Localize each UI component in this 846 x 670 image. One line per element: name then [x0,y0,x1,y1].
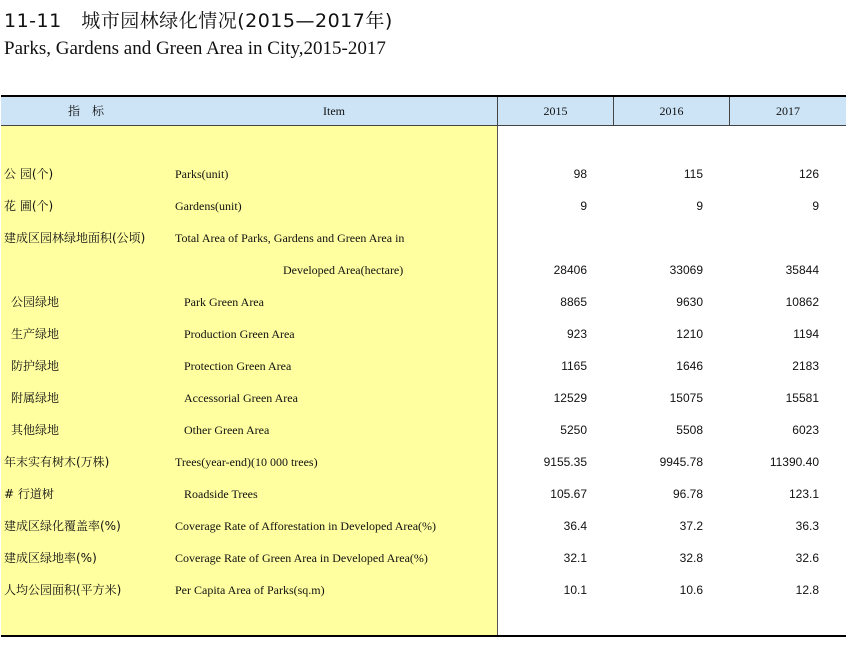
header-year-2015: 2015 [543,104,568,118]
table-row [1,190,846,222]
row-label-english: Other Green Area [184,423,270,437]
value-cell-2016: 10.6 [679,583,703,597]
row-label-chinese: 生产绿地 [11,327,60,341]
value-cell-2017: 10862 [785,295,819,309]
value-cell-2016: 32.8 [679,551,703,565]
value-cell-2017: 123.1 [788,487,819,501]
value-cell-2017: 6023 [792,423,819,437]
value-cell-2015 [497,222,587,254]
header-item: Item [323,104,345,118]
value-cell-2017: 15581 [785,391,819,405]
value-cell-2015: 9155.35 [543,455,587,469]
row-label-chinese: 公 园(个) [4,167,54,181]
value-cell-2015: 8865 [560,295,587,309]
table-row [1,350,846,382]
row-label-english: Developed Area(hectare) [283,263,404,277]
row-label-english: Park Green Area [184,295,264,309]
value-cell-2015: 923 [566,327,587,341]
row-label-english: Gardens(unit) [175,199,242,213]
value-cell-2015: 10.1 [563,583,587,597]
value-cell-2017: 32.6 [795,551,819,565]
table-row [1,414,846,446]
value-cell-2017: 126 [798,167,819,181]
row-label-english: Coverage Rate of Green Area in Developed Area(%) [175,551,428,565]
value-cell-2016: 5508 [676,423,703,437]
value-cell-2015: 105.67 [550,487,587,501]
row-label-english: Total Area of Parks, Gardens and Green Area in [175,231,405,245]
value-cell-2015: 98 [573,167,587,181]
value-cell-2016: 115 [683,167,703,181]
table-row [1,382,846,414]
row-label-english: Roadside Trees [184,487,258,501]
row-label-chinese: 建成区园林绿地面积(公顷) [4,231,146,245]
table-row [1,286,846,318]
row-label-chinese: 建成区绿化覆盖率(%) [4,519,121,533]
row-label-chinese: 建成区绿地率(%) [4,551,97,565]
row-label-english: Coverage Rate of Afforestation in Developed Area(%) [175,519,437,533]
value-cell-2016: 15075 [669,391,703,405]
table-row [1,542,846,574]
table-row [1,574,846,606]
table-row [1,510,846,542]
table-row [1,478,846,510]
value-cell-2017: 12.8 [795,583,819,597]
value-cell-2016: 33069 [669,263,703,277]
header-year-2016: 2016 [659,104,684,118]
value-cell-2017: 36.3 [795,519,819,533]
table-row [1,318,846,350]
value-cell-2017: 35844 [785,263,819,277]
table-row [1,158,846,190]
row-label-chinese: 附属绿地 [11,391,60,405]
value-cell-2015: 5250 [560,423,587,437]
row-label-english: Accessorial Green Area [184,391,298,405]
value-cell-2016: 9630 [676,295,703,309]
table-title-chinese: 11-11 城市园林绿化情况(2015—2017年) [4,10,393,32]
row-label-english: Trees(year-end)(10 000 trees) [175,455,318,469]
value-cell-2016: 9945.78 [659,455,703,469]
row-label-chinese: 人均公园面积(平方米) [4,583,122,597]
row-label-english: Per Capita Area of Parks(sq.m) [175,583,325,597]
table-row [1,254,846,286]
value-cell-2016: 37.2 [679,519,703,533]
row-label-english: Parks(unit) [175,167,229,181]
value-cell-2017 [729,222,819,254]
table-row [1,446,846,478]
value-cell-2017: 11390.40 [769,455,819,469]
statistics-table [1,95,846,637]
value-cell-2017: 2183 [792,359,819,373]
value-cell-2015: 28406 [553,263,587,277]
value-cell-2015: 1165 [561,359,587,373]
header-year-2017: 2017 [776,104,800,118]
header-indicator: 指 标 [67,104,104,118]
row-label-english: Protection Green Area [184,359,292,373]
row-label-chinese: 其他绿地 [11,423,60,437]
value-cell-2016: 1210 [676,327,703,341]
value-cell-2016: 1646 [676,359,703,373]
row-label-english: Production Green Area [184,327,295,341]
row-label-chinese: # 行道树 [4,487,54,501]
value-cell-2015: 36.4 [563,519,587,533]
value-cell-2015: 32.1 [563,551,587,565]
value-cell-2015: 9 [580,199,587,213]
value-cell-2015: 12529 [553,391,587,405]
value-cell-2017: 1194 [793,327,819,341]
table-row [1,222,846,254]
value-cell-2016: 9 [696,199,703,213]
row-label-chinese: 防护绿地 [11,359,60,373]
value-cell-2016 [613,222,703,254]
table-header-row [1,97,846,126]
table-bottom-rule [1,635,846,637]
value-cell-2017: 9 [812,199,819,213]
row-label-chinese: 花 圃(个) [4,199,54,213]
row-label-chinese: 公园绿地 [11,295,60,309]
table-title-english: Parks, Gardens and Green Area in City,2015-2017 [4,38,386,59]
value-cell-2016: 96.78 [672,487,703,501]
row-label-chinese: 年末实有树木(万株) [4,455,110,469]
